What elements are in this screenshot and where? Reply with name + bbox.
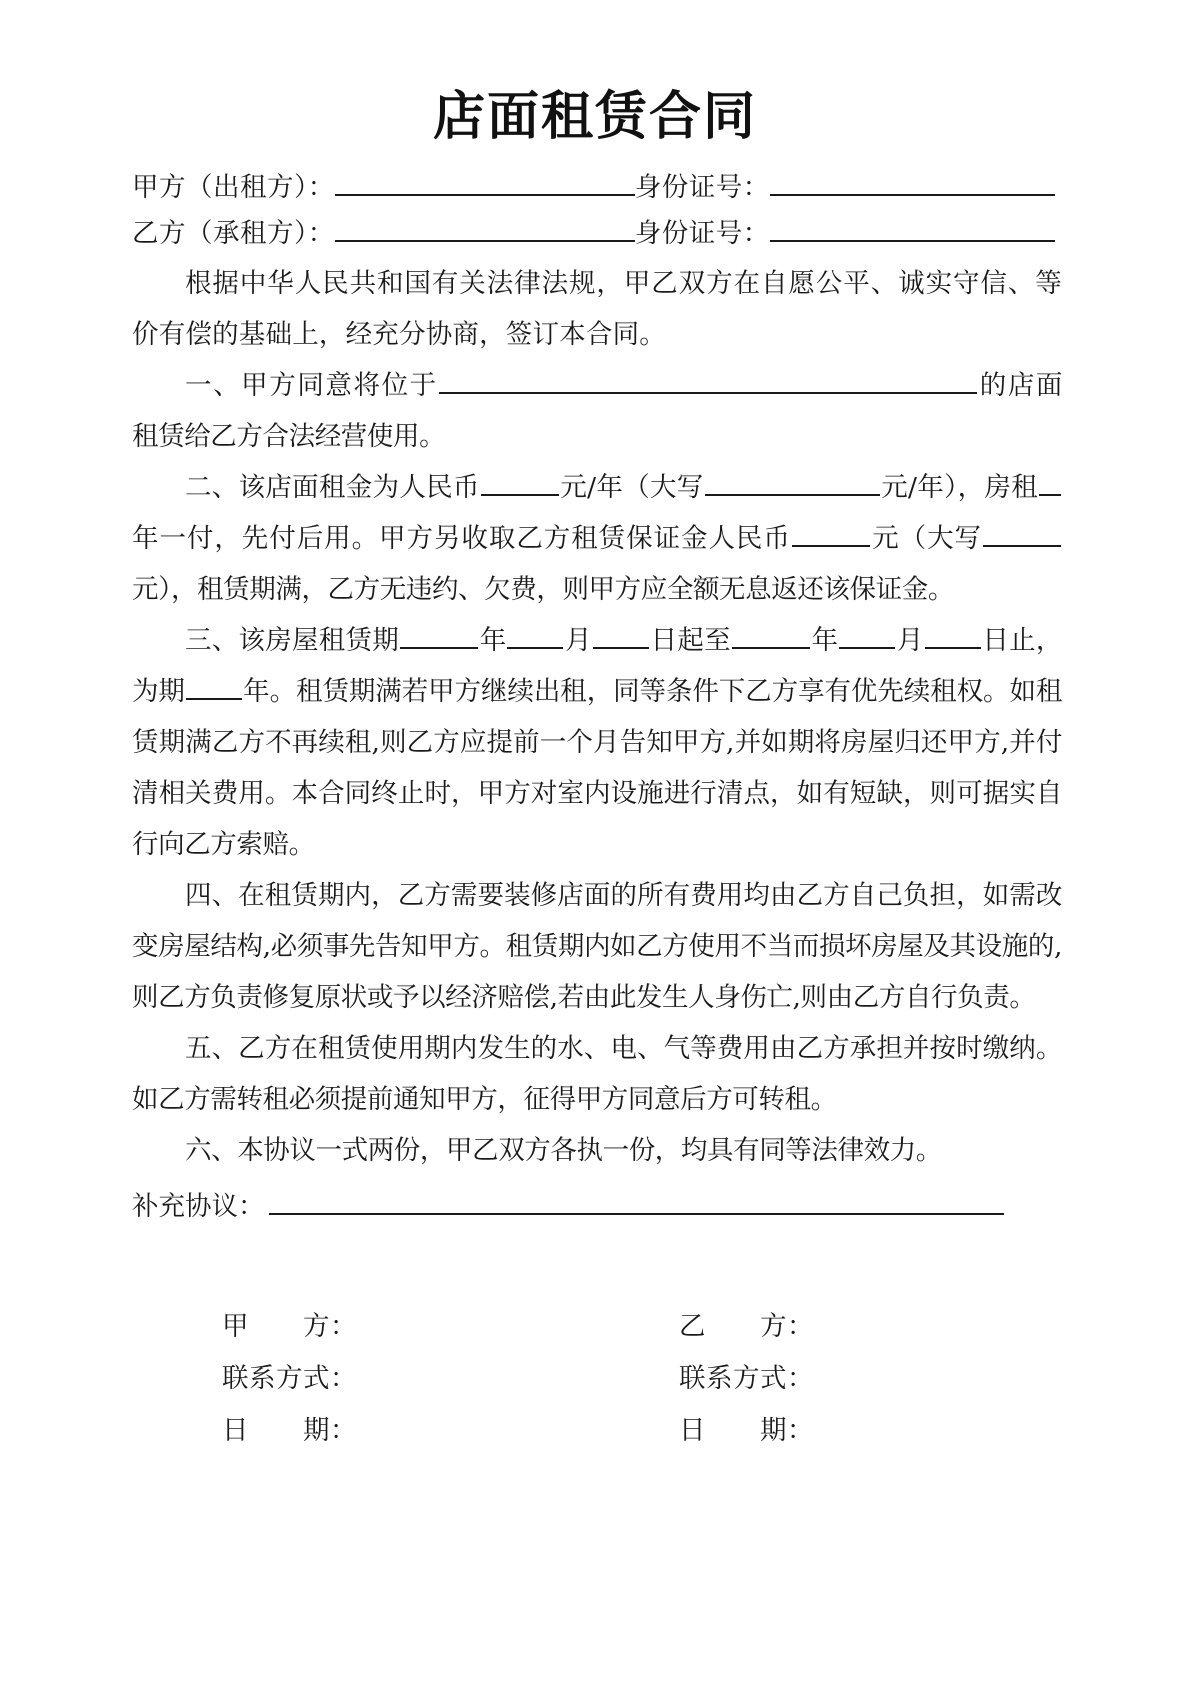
- supplementary-field[interactable]: [269, 1186, 1004, 1215]
- article-paragraph: [132, 615, 1062, 870]
- party-a-name-field[interactable]: [335, 166, 635, 196]
- signature-column-party-b: [601, 1301, 1066, 1457]
- article-text: 日止，为期: [132, 624, 1062, 707]
- article-paragraph: [132, 360, 1062, 462]
- signature-party-a-date-line: [222, 1405, 601, 1457]
- article-blank-field[interactable]: [1039, 467, 1061, 496]
- article-text: 元/年），房租: [880, 471, 1038, 503]
- party-b-id-label: 身份证号：: [634, 217, 770, 249]
- signature-party-b-contact-line: [679, 1353, 1066, 1405]
- signature-party-a-contact-line: [222, 1353, 601, 1405]
- article-blank-field[interactable]: [839, 620, 895, 649]
- article-text: 元/年（大写: [559, 471, 704, 503]
- party-a-row: [132, 166, 1062, 212]
- article-text: 元），租赁期满，乙方无违约、欠费，则甲方应全额无息返还该保证金。: [132, 573, 954, 605]
- article-text: 五、乙方在租赁使用期内发生的水、电、气等费用由乙方承担并按时缴纳。如乙方需转租必须提前通知甲方，征得甲方同意后方可转租。: [132, 1032, 1062, 1115]
- article-blank-field[interactable]: [593, 620, 649, 649]
- signature-party-b-date-line: [679, 1405, 1066, 1457]
- article-text: 四、在租赁期内，乙方需要装修店面的所有费用均由乙方自己负担，如需改变房屋结构,必须事先告知甲方。租赁期内如乙方使用不当而损坏房屋及其设施的,则乙方负责修复原状或予以经济赔偿,若由此发生人身伤亡,则由乙方自行负责。: [132, 879, 1062, 1013]
- article-text: 年: [810, 624, 839, 656]
- party-b-row: [132, 212, 1062, 258]
- article-text: 年: [479, 624, 507, 656]
- supplementary-label: 补充协议：: [132, 1190, 265, 1222]
- party-a-label: 甲方（出租方）：: [132, 171, 335, 203]
- article-blank-field[interactable]: [481, 467, 559, 496]
- article-text: 元（大写: [870, 522, 983, 554]
- article-text: 一、甲方同意将位于: [185, 369, 438, 401]
- article-blank-field[interactable]: [983, 518, 1061, 547]
- article-blank-field[interactable]: [732, 620, 810, 649]
- article-text: 二、该店面租金为人民币: [185, 471, 480, 503]
- article-blank-field[interactable]: [705, 467, 880, 496]
- signature-column-party-a: [136, 1301, 601, 1457]
- article-blank-field[interactable]: [507, 620, 563, 649]
- contract-body: [120, 166, 1070, 1223]
- party-b-name-field[interactable]: [335, 212, 635, 242]
- signature-party-b-date-label: 日 期：: [679, 1414, 814, 1446]
- party-a-id-label: 身份证号：: [634, 171, 770, 203]
- article-blank-field[interactable]: [792, 518, 870, 547]
- article-text: 三、该房屋租赁期: [185, 624, 400, 656]
- article-paragraph: [132, 462, 1062, 615]
- party-b-id-field[interactable]: [770, 212, 1055, 242]
- article-paragraph: [132, 1023, 1062, 1125]
- preamble-paragraph: 根据中华人民共和国有关法律法规，甲乙双方在自愿公平、诚实守信、等价有偿的基础上，经充分协商，签订本合同。: [132, 267, 1062, 350]
- signature-party-a-contact-label: 联系方式：: [222, 1362, 357, 1394]
- article-paragraph: [132, 870, 1062, 1023]
- article-text: 六、本协议一式两份，甲乙双方各执一份，均具有同等法律效力。: [185, 1134, 942, 1166]
- article-text: 月: [896, 624, 924, 656]
- article-list: [132, 360, 1062, 1176]
- signature-party-b-contact-label: 联系方式：: [679, 1362, 814, 1394]
- signature-party-a-label: 甲 方：: [222, 1310, 357, 1342]
- article-text: 年一付，先付后用。甲方另收取乙方租赁保证金人民币: [132, 522, 791, 554]
- signature-party-a-line: [222, 1301, 601, 1353]
- signature-block: [124, 1301, 1066, 1457]
- signature-party-b-line: [679, 1301, 1066, 1353]
- article-text: 日起至: [649, 624, 731, 656]
- article-blank-field[interactable]: [439, 365, 977, 394]
- article-text: 年。租赁期满若甲方继续出租，同等条件下乙方享有优先续租权。如租赁期满乙方不再续租,则乙方应提前一个月告知甲方,并如期将房屋归还甲方,并付清相关费用。本合同终止时，甲方对室内设施进行清点，如有短缺，则可据实自行向乙方索赔。: [132, 675, 1062, 860]
- page-title: 店面租赁合同: [432, 87, 757, 147]
- supplementary-row: [132, 1184, 1062, 1223]
- article-blank-field[interactable]: [925, 620, 981, 649]
- signature-party-a-date-label: 日 期：: [222, 1414, 357, 1446]
- party-a-id-field[interactable]: [770, 166, 1055, 196]
- article-blank-field[interactable]: [186, 671, 242, 700]
- article-text: 的店面租赁给乙方合法经营使用。: [132, 369, 1062, 452]
- article-blank-field[interactable]: [400, 620, 478, 649]
- article-paragraph: [132, 1125, 1062, 1176]
- article-text: 月: [564, 624, 592, 656]
- party-b-label: 乙方（承租方）：: [132, 217, 335, 249]
- signature-party-b-label: 乙 方：: [679, 1310, 814, 1342]
